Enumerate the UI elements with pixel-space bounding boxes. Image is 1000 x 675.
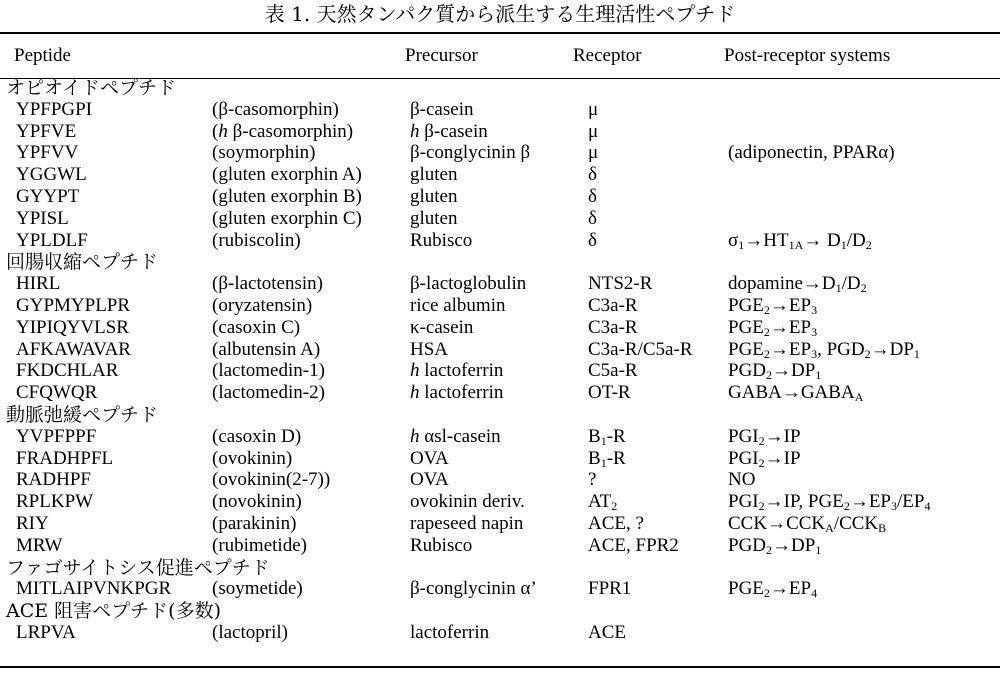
peptide-name: (lactomedin-1) <box>212 360 325 382</box>
peptide-name: (h β-casomorphin) <box>212 120 354 142</box>
post-receptor-cell: $PGI_2\to IP$ <box>728 447 801 470</box>
table-row <box>0 273 1000 295</box>
post-receptor-cell: $PGE_2\to EP_3$ <box>728 316 818 339</box>
precursor-cell: rapeseed napin <box>410 513 524 534</box>
peptide-sequence: FRADHPFL <box>16 447 114 469</box>
header-precursor: Precursor <box>405 45 478 66</box>
table-row <box>0 535 1000 557</box>
peptide-sequence: MRW <box>16 534 63 556</box>
table-caption: 表 1. 天然タンパク質から派生する生理活性ペプチド <box>264 2 736 26</box>
receptor-cell: C3a-R <box>588 295 638 316</box>
precursor-cell: ovokinin deriv. <box>410 491 525 513</box>
table-row <box>0 491 1000 513</box>
post-receptor-cell: $GABA\to GABA_A$ <box>728 382 864 405</box>
peptide-sequence: YPFVE <box>16 120 77 142</box>
precursor-cell: κ-casein <box>410 316 474 338</box>
top-rule <box>0 32 1000 34</box>
peptide-name: (rubiscolin) <box>212 229 301 251</box>
receptor-cell: δ <box>588 186 597 207</box>
post-receptor-cell: $PGE_2\to EP_3$ <box>728 295 818 317</box>
precursor-cell: gluten <box>410 207 458 229</box>
peptide-name: (ovokinin) <box>212 447 293 469</box>
header-post-receptor: Post-receptor systems <box>724 45 891 66</box>
peptide-sequence: LRPVA <box>16 622 76 643</box>
table-row <box>0 230 1000 252</box>
receptor-cell: C3a-R/C5a-R <box>588 338 693 360</box>
receptor-cell: C3a-R <box>588 316 638 338</box>
peptide-sequence: YPFPGPI <box>16 98 93 120</box>
table-row <box>0 121 1000 143</box>
peptide-sequence: GYYPT <box>16 186 80 207</box>
peptide-name: (gluten exorphin B) <box>212 186 362 207</box>
precursor-cell: β-conglycinin α’ <box>410 578 537 600</box>
table-row <box>0 142 1000 164</box>
table-row <box>0 295 1000 317</box>
precursor-cell: β-lactoglobulin <box>410 273 527 295</box>
peptide-name: (rubimetide) <box>212 534 307 556</box>
post-receptor-cell: $PGE_2\to EP_3$, $PGD_2\to DP_1$ <box>728 338 920 361</box>
receptor-cell: δ <box>588 164 597 186</box>
post-receptor-cell: $PGE_2\to EP_4$ <box>728 578 818 601</box>
group-label: 回腸収縮ペプチド <box>6 251 159 274</box>
receptor-cell: ? <box>588 469 597 491</box>
receptor-cell: ACE, ? <box>588 513 644 534</box>
peptide-sequence: YGGWL <box>16 164 87 186</box>
peptide-sequence: YVPFPPF <box>16 425 97 447</box>
group-label: ACE 阻害ペプチド(多数) <box>6 600 221 623</box>
peptide-sequence: MITLAIPVNKPGR <box>16 578 172 600</box>
peptide-name: (lactopril) <box>212 622 288 643</box>
table-row <box>0 99 1000 121</box>
table-row <box>0 426 1000 448</box>
table-row <box>0 469 1000 491</box>
peptide-name: (novokinin) <box>212 491 302 513</box>
precursor-cell: Rubisco <box>410 229 473 251</box>
table-row <box>0 382 1000 404</box>
post-receptor-cell: $PGI_2\to IP$, $PGE_2\to EP_3/EP_4$ <box>728 491 931 514</box>
receptor-cell: FPR1 <box>588 578 632 600</box>
precursor-cell: HSA <box>410 338 449 360</box>
receptor-cell: OT-R <box>588 382 631 404</box>
peptide-sequence: AFKAWAVAR <box>16 338 131 360</box>
post-receptor-cell: $PGD_2\to DP_1$ <box>728 360 822 383</box>
peptide-name: (β-casomorphin) <box>212 98 339 120</box>
table-row <box>0 578 1000 600</box>
receptor-cell: μ <box>588 120 599 142</box>
receptor-cell: μ <box>588 98 599 120</box>
peptide-name: (β-lactotensin) <box>212 273 323 295</box>
post-receptor-cell: $PGI_2\to IP$ <box>728 425 801 448</box>
precursor-cell: β-casein <box>410 98 474 120</box>
table-row <box>0 164 1000 186</box>
peptide-name: (casoxin C) <box>212 316 301 338</box>
post-receptor-cell: $\sigma_1\to HT_{1A}\to D_1/D_2$ <box>728 229 872 252</box>
peptide-name: (soymorphin) <box>212 142 316 164</box>
precursor-cell: h lactoferrin <box>410 360 504 382</box>
precursor-cell: OVA <box>410 469 449 491</box>
header-receptor: Receptor <box>573 45 642 66</box>
precursor-cell: OVA <box>410 447 449 469</box>
receptor-cell: δ <box>588 229 597 251</box>
peptide-name: (gluten exorphin A) <box>212 164 362 186</box>
group-label: ファゴサイトシス促進ペプチド <box>6 556 270 579</box>
table-row <box>0 448 1000 470</box>
peptide-sequence: GYPMYPLPR <box>16 295 131 316</box>
post-receptor-cell: $PGD_2\to DP_1$ <box>728 534 822 557</box>
peptide-sequence: RADHPF <box>16 469 91 491</box>
peptide-name: (casoxin D) <box>212 425 302 447</box>
receptor-cell: ACE <box>588 622 626 643</box>
peptide-name: (albutensin A) <box>212 338 321 360</box>
peptide-name: (ovokinin(2-7)) <box>212 469 331 491</box>
peptide-sequence: YIPIQYVLSR <box>16 316 129 338</box>
peptide-sequence: YPFVV <box>16 142 79 164</box>
header-peptide: Peptide <box>14 45 71 66</box>
post-receptor-cell: (adiponectin, PPARα) <box>728 142 895 164</box>
peptide-sequence: HIRL <box>16 273 61 295</box>
precursor-cell: β-conglycinin β <box>410 142 531 164</box>
table-row <box>0 317 1000 339</box>
group-label: オピオイドペプチド <box>6 77 177 99</box>
table-row <box>0 186 1000 208</box>
peptide-sequence: RPLKPW <box>16 491 94 513</box>
receptor-cell: C5a-R <box>588 360 638 382</box>
table-row <box>0 360 1000 382</box>
precursor-cell: h β-casein <box>410 120 488 142</box>
table-row <box>0 513 1000 535</box>
receptor-cell: $AT_2$ <box>588 491 618 514</box>
peptide-sequence: YPISL <box>16 207 69 229</box>
peptide-sequence: YPLDLF <box>16 229 88 251</box>
table-row <box>0 339 1000 361</box>
post-receptor-cell: $dopamine\to D_1/D_2$ <box>728 273 867 296</box>
peptide-sequence: RIY <box>16 513 49 534</box>
post-receptor-cell: NO <box>728 469 756 491</box>
table-row <box>0 208 1000 230</box>
peptide-name: (gluten exorphin C) <box>212 207 362 229</box>
precursor-cell: gluten <box>410 186 458 207</box>
table-row <box>0 622 1000 644</box>
receptor-cell: $B_1-R$ <box>588 425 626 448</box>
precursor-cell: h αsl-casein <box>410 425 501 447</box>
peptide-sequence: CFQWQR <box>16 382 98 404</box>
precursor-cell: Rubisco <box>410 534 473 556</box>
receptor-cell: μ <box>588 142 599 164</box>
precursor-cell: h lactoferrin <box>410 382 504 404</box>
receptor-cell: $B_1-R$ <box>588 447 626 470</box>
peptide-name: (soymetide) <box>212 578 303 600</box>
post-receptor-cell: $CCK\to CCK_A/CCK_B$ <box>728 513 887 535</box>
receptor-cell: ACE, FPR2 <box>588 534 679 556</box>
peptide-sequence: FKDCHLAR <box>16 360 119 382</box>
receptor-cell: NTS2-R <box>588 273 653 295</box>
precursor-cell: rice albumin <box>410 295 506 316</box>
peptide-name: (oryzatensin) <box>212 295 313 316</box>
precursor-cell: gluten <box>410 164 458 186</box>
receptor-cell: δ <box>588 207 597 229</box>
group-label: 動脈弛緩ペプチド <box>6 404 159 426</box>
peptide-name: (lactomedin-2) <box>212 382 325 404</box>
peptide-name: (parakinin) <box>212 513 297 534</box>
precursor-cell: lactoferrin <box>410 622 490 643</box>
bottom-rule <box>0 666 1000 668</box>
